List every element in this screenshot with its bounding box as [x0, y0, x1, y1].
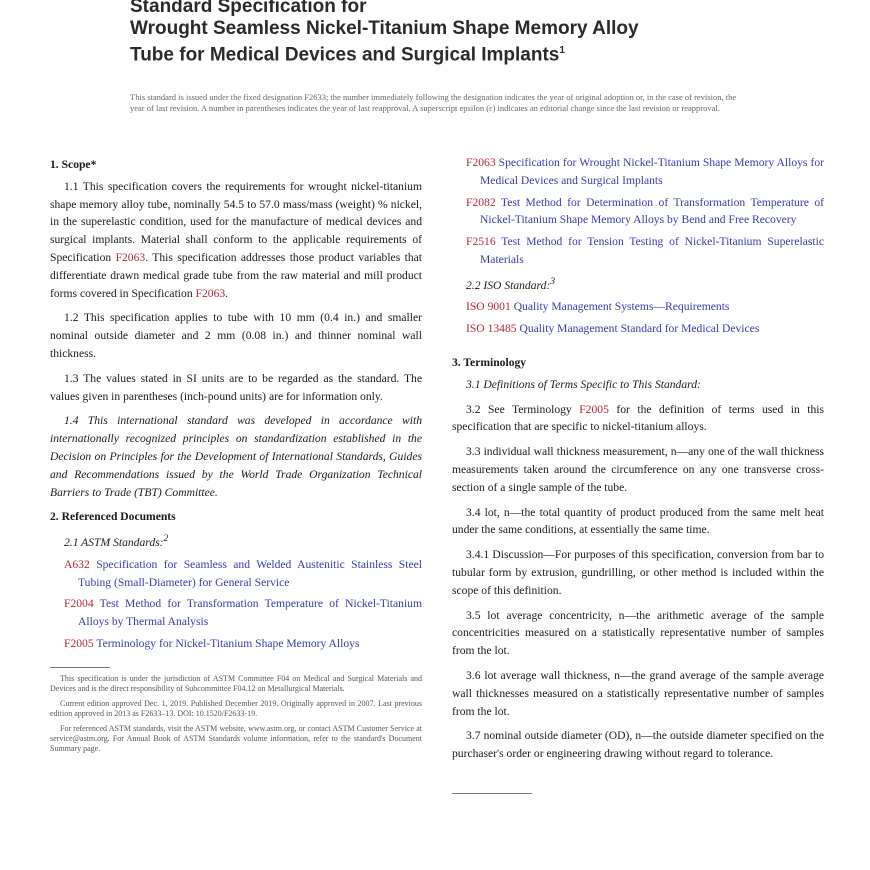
paragraph-3-4-1: 3.4.1 Discussion—For purposes of this specification, conversion from bar to tubular form by extrusion, gundrilling, or other method is included within the scope of this definition.	[452, 548, 824, 597]
reference-code: F2005	[64, 636, 94, 650]
paragraph-3-4: 3.4 lot, n—the total quantity of product produced from the same melt heat under the same conditions, at essentially the same time.	[452, 505, 824, 537]
subsection-astm-standards	[64, 530, 422, 552]
left-column	[50, 150, 422, 759]
footnote-1: This specification is under the jurisdiction of ASTM Committee F04 on Medical and Surgical Materials and Devices and is the direct responsibility of Subcommittee F04.12 on Metallurgical Materials.	[50, 673, 422, 693]
link-f2005[interactable]: F2005	[579, 402, 609, 416]
reference-code: F2082	[466, 195, 496, 209]
reference-title: Test Method for Transformation Temperature of Nickel-Titanium Alloys by Thermal Analysis	[78, 597, 422, 629]
paragraph-3-2	[452, 401, 824, 437]
subsection-iso-standard	[466, 273, 824, 295]
footnote-divider	[50, 667, 110, 668]
reference-item[interactable]	[64, 635, 422, 653]
astm-footnote-marker: 2	[163, 533, 169, 545]
designation-notice: This standard is issued under the fixed designation F2633; the number immediately following the designation indicates the year of original adoption or, in the case of revision, the year of last revision. A number in parentheses indicates the year of last reapproval. A superscript epsilon (ε) indicates an editorial change since the last revision or reapproval.	[130, 92, 737, 113]
footnote-edition: Current edition approved Dec. 1, 2019. Published December 2019. Originally approved in 2007. Last previous edition approved in 2013 as F2633–13. DOI: 10.1520/F2633-19.	[50, 698, 422, 718]
paragraph-1-1	[50, 178, 422, 303]
reference-title: Test Method for Tension Testing of Nickel-Titanium Superelastic Materials	[480, 235, 824, 266]
paragraph-3-6: 3.6 lot average wall thickness, n—the grand average of the sample average wall thicknesses measured on a statistically representative number of samples from the lot.	[452, 668, 824, 718]
iso-reference-item[interactable]	[466, 320, 824, 338]
reference-code: F2516	[466, 235, 496, 249]
paragraph-1-3: 1.3 The values stated in SI units are to be regarded as the standard. The values given in parentheses (inch-pound units) are for information only.	[50, 371, 422, 403]
section-heading-scope: 1. Scope*	[50, 158, 97, 171]
subsection-iso-label: 2.2 ISO Standard:	[466, 278, 551, 292]
reference-code: F2063	[466, 156, 496, 169]
reference-code: F2004	[64, 597, 94, 611]
iso-reference-item[interactable]	[466, 298, 824, 316]
paragraph-1-2: 1.2 This specification applies to tube with 10 mm (0.4 in.) and smaller nominal outside diameter and 2 mm (0.08 in.) and thinner nominal wall thickness.	[50, 311, 422, 360]
section-heading-terminology: 3. Terminology	[452, 356, 527, 370]
document-title	[130, 0, 750, 66]
reference-title: Quality Management Systems—Requirements	[513, 300, 730, 314]
paragraph-1-1-text: 1.1 This specification covers the requirements for wrought nickel-titanium shape memory alloy tube, nominally 54.5 to 57.0 mass/mass (weight) % nickel, in the superelastic condition, used for the manufacture of medical devices and surgical implants. Material shall conform to the applicable requirements of Specification	[50, 179, 422, 264]
reference-title: Quality Management Standard for Medical Devices	[519, 322, 760, 336]
footnote-divider	[452, 793, 532, 794]
reference-item[interactable]	[466, 233, 824, 269]
link-f2063[interactable]: F2063	[115, 250, 146, 264]
paragraph-1-1-text-b: . This specification addresses those product variables that differentiate drawn medical grade tube from the raw material and mill product forms covered in Specification	[50, 250, 422, 300]
reference-title: Specification for Wrought Nickel-Titanium Shape Memory Alloys for Medical Devices and Surgical Implants	[480, 156, 824, 187]
paragraph-3-2-text: 3.2 See Terminology	[466, 402, 572, 416]
reference-item[interactable]	[466, 194, 824, 230]
paragraph-3-3: 3.3 individual wall thickness measurement, n—any one of the wall thickness measurements taken around the circumference on any one transverse cross-section of a single sample of the tube.	[452, 445, 824, 494]
reference-title: Specification for Seamless and Welded Austenitic Stainless Steel Tubing (Small-Diameter) for General Service	[78, 557, 422, 589]
right-column	[452, 154, 824, 800]
reference-title: Terminology for Nickel-Titanium Shape Memory Alloys	[96, 636, 360, 650]
iso-footnote-marker: 3	[550, 275, 556, 287]
paragraph-3-7: 3.7 nominal outside diameter (OD), n—the outside diameter specified on the purchaser's order or engineering drawing without regard to tolerance.	[452, 729, 824, 761]
paragraph-1-4: 1.4 This international standard was developed in accordance with internationally recognized principles on standardization established in the Decision on Principles for the Development of International Standards, Guides and Recommendations issued by the World Trade Organization Technical Barriers to Trade (TBT) Committee.	[50, 414, 422, 499]
subsection-astm-label: 2.1 ASTM Standards:	[64, 536, 164, 549]
paragraph-3-1: 3.1 Definitions of Terms Specific to This Standard:	[466, 377, 701, 391]
title-line-3	[130, 40, 750, 66]
title-line-3-text: Tube for Medical Devices and Surgical Implants	[130, 44, 560, 66]
reference-code: ISO 13485	[466, 322, 517, 336]
paragraph-3-5: 3.5 lot average concentricity, n—the arithmetic average of the sample concentricities measured on a statistically representative number of samples from the lot.	[452, 608, 824, 658]
title-footnote-marker: 1	[559, 45, 565, 56]
reference-code: A632	[64, 557, 90, 571]
reference-item[interactable]	[64, 556, 422, 592]
section-heading-referenced-documents: 2. Referenced Documents	[50, 510, 176, 524]
reference-item[interactable]	[64, 595, 422, 631]
reference-title: Test Method for Determination of Transformation Temperature of Nickel-Titanium Shape Memory Alloys by Bend and Free Recovery	[480, 195, 824, 227]
reference-item[interactable]	[466, 154, 824, 190]
paragraph-1-1-text-c: .	[225, 286, 229, 300]
footnote-2: For referenced ASTM standards, visit the ASTM website, www.astm.org, or contact ASTM Customer Service at service@astm.org. For Annual Book of ASTM Standards volume information, refer to the standard's Document Summary page.	[50, 723, 422, 753]
reference-code: ISO 9001	[466, 300, 511, 314]
title-line-2: Wrought Seamless Nickel-Titanium Shape Memory Alloy	[130, 18, 639, 39]
link-f2063-2[interactable]: F2063	[195, 286, 226, 300]
title-line-1: Standard Specification for	[130, 0, 367, 17]
paragraph-3-2-text-b: for the definition of terms used in this specification that are specific to nickel-titanium alloys.	[452, 402, 824, 434]
